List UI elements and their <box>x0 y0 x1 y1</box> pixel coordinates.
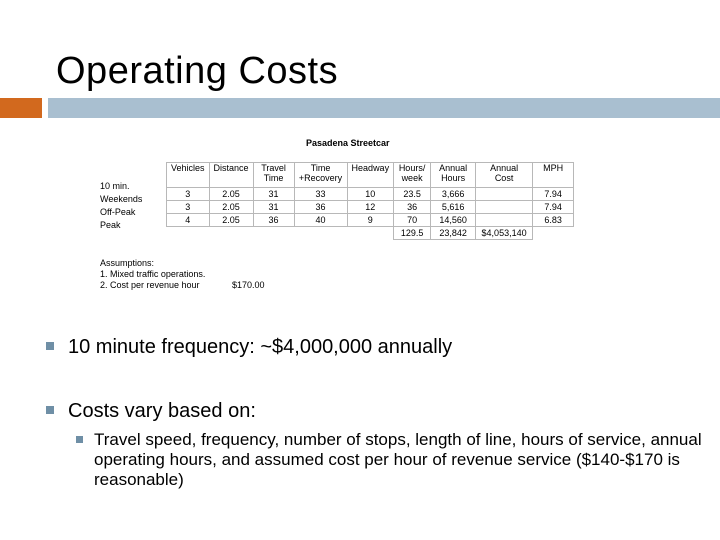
table-cell: 36 <box>394 201 431 214</box>
col-header: Distance <box>209 163 253 188</box>
total-annual-cost: $4,053,140 <box>476 227 533 240</box>
table-header-row <box>167 163 574 188</box>
table-cell: 12 <box>347 201 394 214</box>
table-row <box>167 201 574 214</box>
table-cell: 10 <box>347 188 394 201</box>
section-label: 10 min. <box>100 181 130 191</box>
table-cell: 14,560 <box>431 214 476 227</box>
table-cell: 3,666 <box>431 188 476 201</box>
col-header: Hours/ week <box>394 163 431 188</box>
bullet-item <box>46 400 256 423</box>
bullet-text: 10 minute frequency: ~$4,000,000 annually <box>68 336 453 358</box>
assumptions-title: Assumptions: <box>100 258 155 268</box>
row-labels <box>100 180 142 232</box>
row-label: Peak <box>100 220 121 230</box>
table-cell: 2.05 <box>209 201 253 214</box>
table-cell: 5,616 <box>431 201 476 214</box>
bullet-item <box>46 336 452 359</box>
col-header: Time +Recovery <box>294 163 347 188</box>
col-header: Annual Cost <box>476 163 533 188</box>
table-cell <box>476 188 533 201</box>
sub-bullet-item <box>76 430 706 490</box>
accent-bar-orange <box>0 98 42 118</box>
table-cell: 2.05 <box>209 214 253 227</box>
table-cell: 36 <box>253 214 294 227</box>
square-bullet-icon <box>46 342 54 350</box>
table-cell: 3 <box>167 201 210 214</box>
table-cell: 31 <box>253 188 294 201</box>
table-cell: 40 <box>294 214 347 227</box>
total-hours-week: 129.5 <box>394 227 431 240</box>
col-header: MPH <box>533 163 574 188</box>
table-row <box>167 214 574 227</box>
table-cell: 9 <box>347 214 394 227</box>
cost-table-image <box>96 130 656 300</box>
slide-title: Operating Costs <box>56 50 339 92</box>
col-header: Vehicles <box>167 163 210 188</box>
table-cell: 7.94 <box>533 201 574 214</box>
assumption-2: 2. Cost per revenue hour <box>100 280 200 290</box>
table-cell: 23.5 <box>394 188 431 201</box>
col-header: Annual Hours <box>431 163 476 188</box>
row-label: Weekends <box>100 194 143 204</box>
table-cell: 36 <box>294 201 347 214</box>
table-cell <box>476 201 533 214</box>
total-annual-hours: 23,842 <box>431 227 476 240</box>
table-cell: 4 <box>167 214 210 227</box>
cost-table <box>166 162 574 240</box>
table-cell: 6.83 <box>533 214 574 227</box>
sub-bullet-text: Travel speed, frequency, number of stops, length of line, hours of service, annual operating hours, and assumed cost per hour of revenue service ($140-$170 is reasonable) <box>94 430 702 489</box>
table-cell: 7.94 <box>533 188 574 201</box>
table-cell <box>476 214 533 227</box>
square-bullet-icon <box>46 406 54 414</box>
square-bullet-icon <box>76 436 83 443</box>
table-cell: 3 <box>167 188 210 201</box>
assumptions <box>100 258 265 291</box>
col-header: Travel Time <box>253 163 294 188</box>
totals-row <box>167 227 574 240</box>
assumption-1: 1. Mixed traffic operations. <box>100 269 206 279</box>
table-cell: 70 <box>394 214 431 227</box>
table-cell: 2.05 <box>209 188 253 201</box>
table-cell: 33 <box>294 188 347 201</box>
row-label: Off-Peak <box>100 207 136 217</box>
accent-bar-blue <box>48 98 720 118</box>
table-row <box>167 188 574 201</box>
bullet-text: Costs vary based on: <box>68 400 256 422</box>
table-title: Pasadena Streetcar <box>306 138 390 148</box>
col-header: Headway <box>347 163 394 188</box>
assumption-2-value: $170.00 <box>232 280 265 290</box>
table-cell: 31 <box>253 201 294 214</box>
